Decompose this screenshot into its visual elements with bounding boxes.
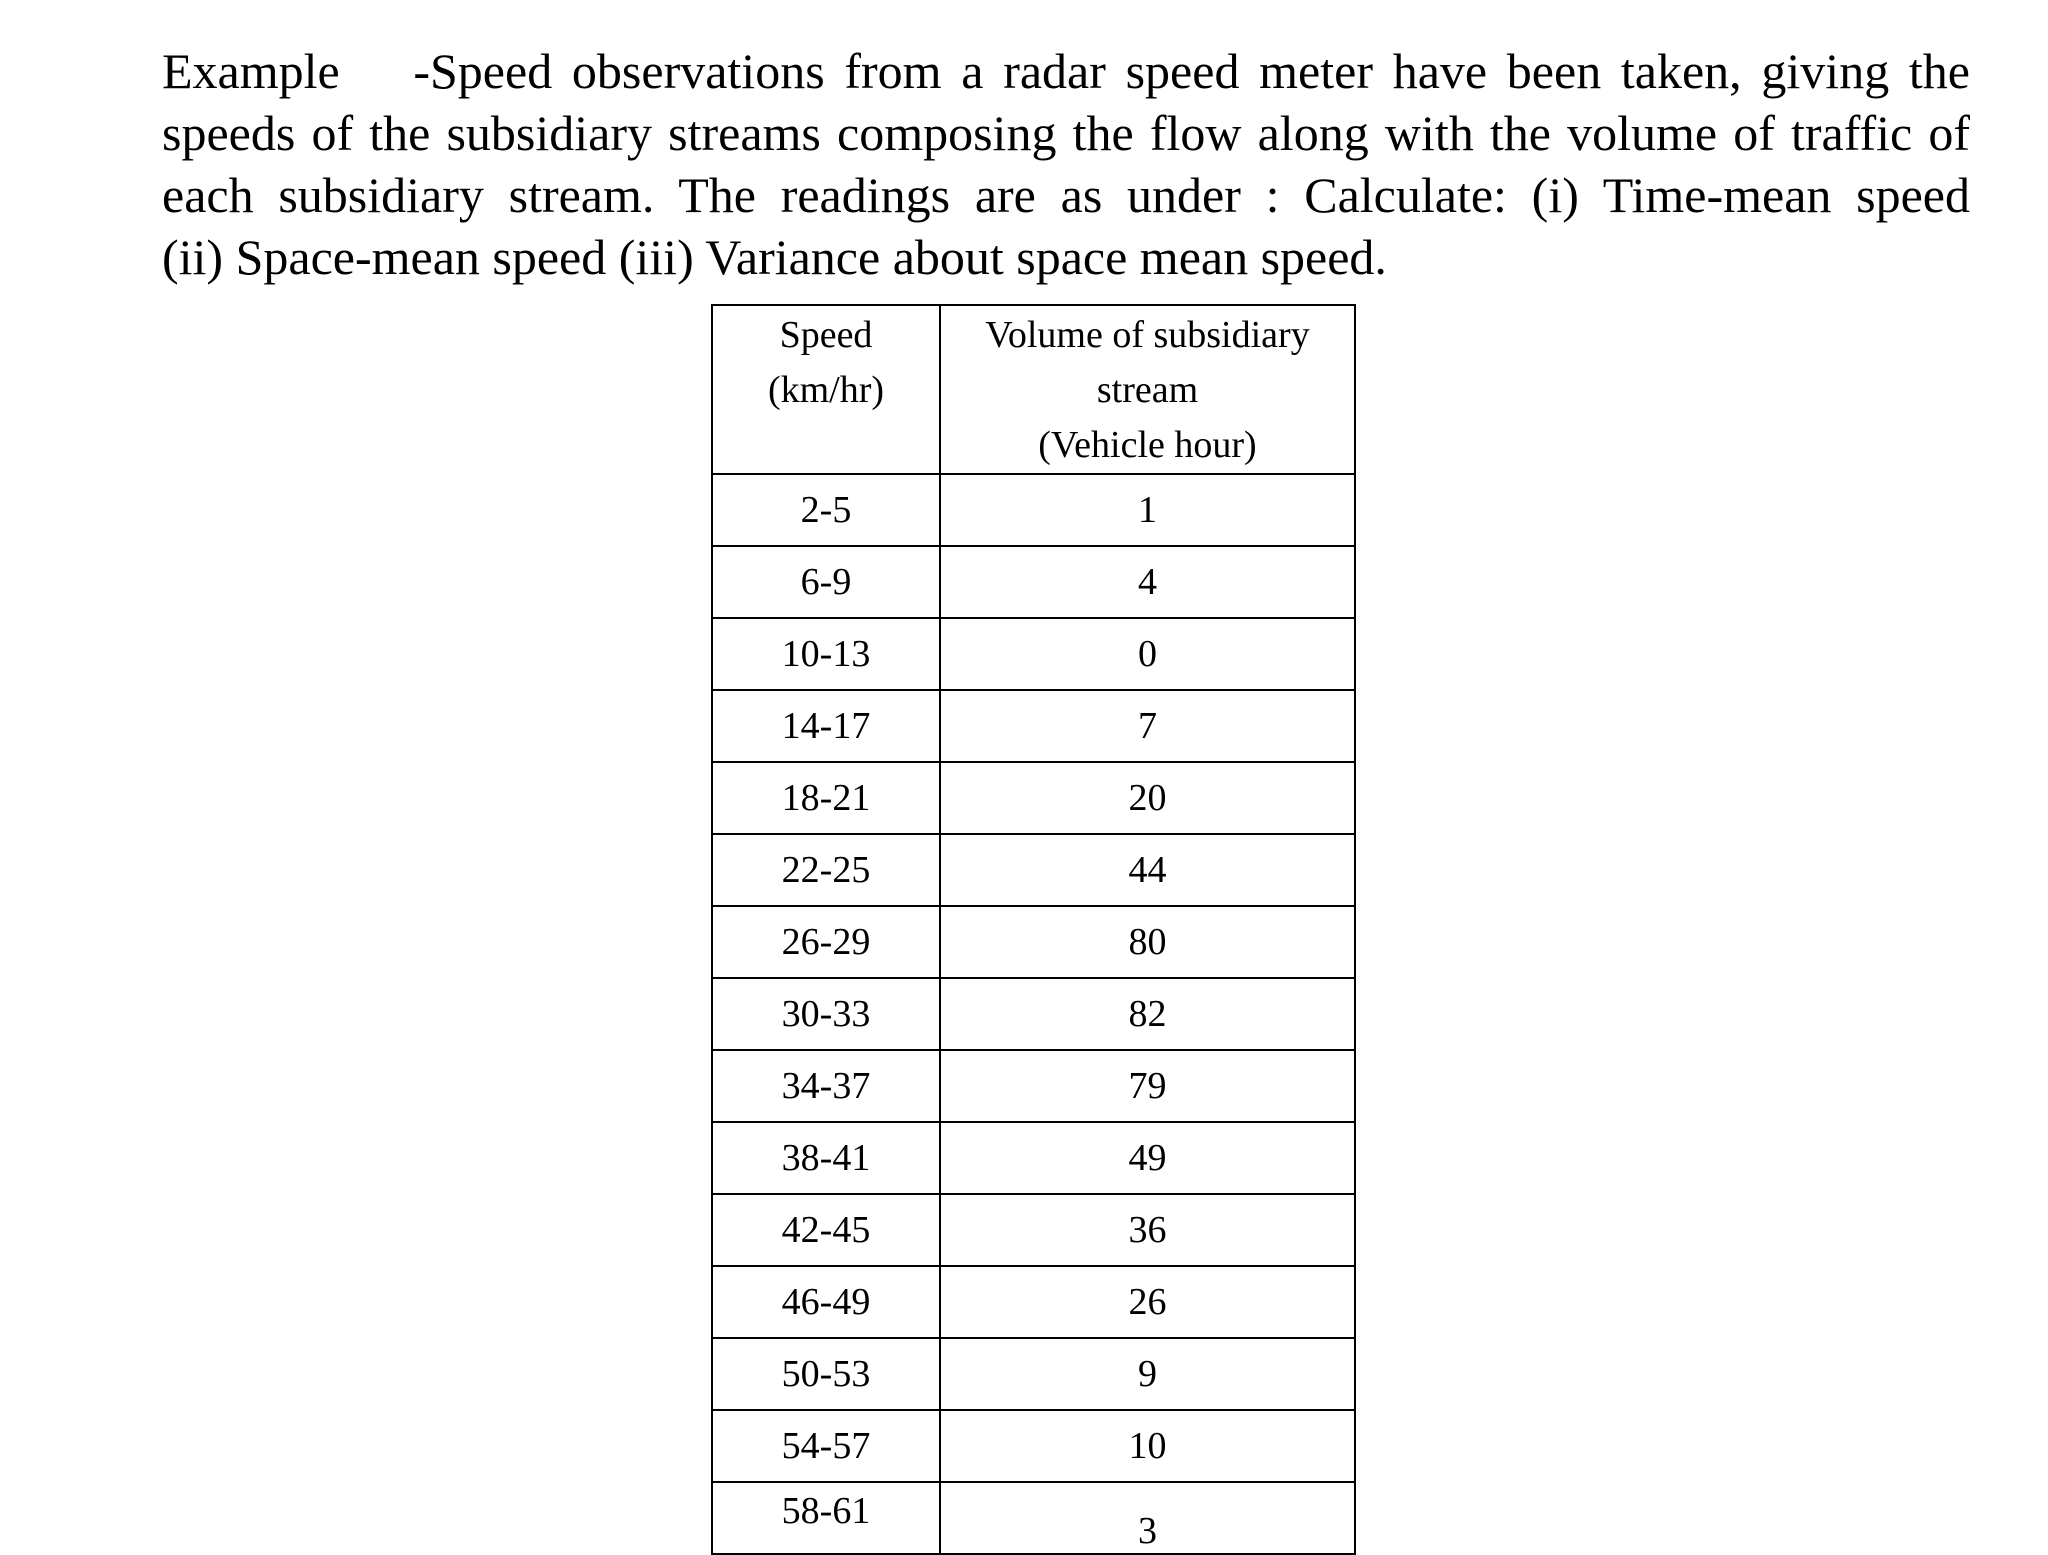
volume-cell: 20 [940,762,1355,834]
volume-cell: 7 [940,690,1355,762]
volume-cell: 49 [940,1122,1355,1194]
volume-cell: 4 [940,546,1355,618]
volume-cell: 0 [940,618,1355,690]
table-row [712,762,1355,834]
speed-cell: 38-41 [712,1122,940,1194]
volume-cell: 10 [940,1410,1355,1482]
volume-header-unit: (Vehicle hour) [1038,424,1257,466]
volume-cell: 82 [940,978,1355,1050]
table-header-row [712,305,1355,474]
speed-cell: 30-33 [712,978,940,1050]
table-row [712,834,1355,906]
problem-statement [162,40,1970,288]
speed-cell: 6-9 [712,546,940,618]
volume-cell: 36 [940,1194,1355,1266]
table-row [712,1266,1355,1338]
volume-cell: 9 [940,1338,1355,1410]
speed-column-header [712,305,940,474]
table-row [712,546,1355,618]
problem-line-4: (ii) Space-mean speed (iii) Variance about space mean speed. [162,229,1387,285]
table-row [712,1410,1355,1482]
problem-line-3: each subsidiary stream. The readings are as under : Calculate: (i) Time-mean speed [162,167,1970,223]
volume-cell: 79 [940,1050,1355,1122]
speed-cell: 14-17 [712,690,940,762]
volume-cell: 26 [940,1266,1355,1338]
speed-cell: 22-25 [712,834,940,906]
table-row [712,906,1355,978]
volume-header-line: stream [1096,369,1199,411]
speed-volume-table [711,304,1356,1555]
table-row [712,690,1355,762]
table-row [712,1338,1355,1410]
table-row [712,618,1355,690]
speed-cell: 46-49 [712,1266,940,1338]
speed-header-unit: (km/hr) [767,369,885,411]
volume-header-line: Volume of subsidiary [985,314,1310,356]
table-row [712,1050,1355,1122]
volume-cell: 44 [940,834,1355,906]
table-row [712,1194,1355,1266]
problem-line-2: speeds of the subsidiary streams composing the flow along with the volume of traffic of [162,105,1970,161]
speed-cell: 26-29 [712,906,940,978]
table-row [712,474,1355,546]
problem-text-1: Speed observations from a radar speed meter have been taken, giving the [430,43,1970,99]
table-body [712,474,1355,1554]
speed-cell: 10-13 [712,618,940,690]
table-row [712,1482,1355,1554]
volume-cell: 1 [940,474,1355,546]
speed-cell: 50-53 [712,1338,940,1410]
example-label: Example - [162,43,430,99]
speed-cell: 2-5 [712,474,940,546]
speed-cell: 42-45 [712,1194,940,1266]
volume-cell: 80 [940,906,1355,978]
volume-cell: 3 [940,1482,1355,1554]
problem-line-1 [162,40,1970,102]
table-row [712,1122,1355,1194]
speed-header-line: Speed [779,314,873,356]
speed-cell: 34-37 [712,1050,940,1122]
speed-cell: 18-21 [712,762,940,834]
volume-column-header [940,305,1355,474]
speed-cell: 54-57 [712,1410,940,1482]
speed-cell: 58-61 [712,1482,940,1554]
table-row [712,978,1355,1050]
